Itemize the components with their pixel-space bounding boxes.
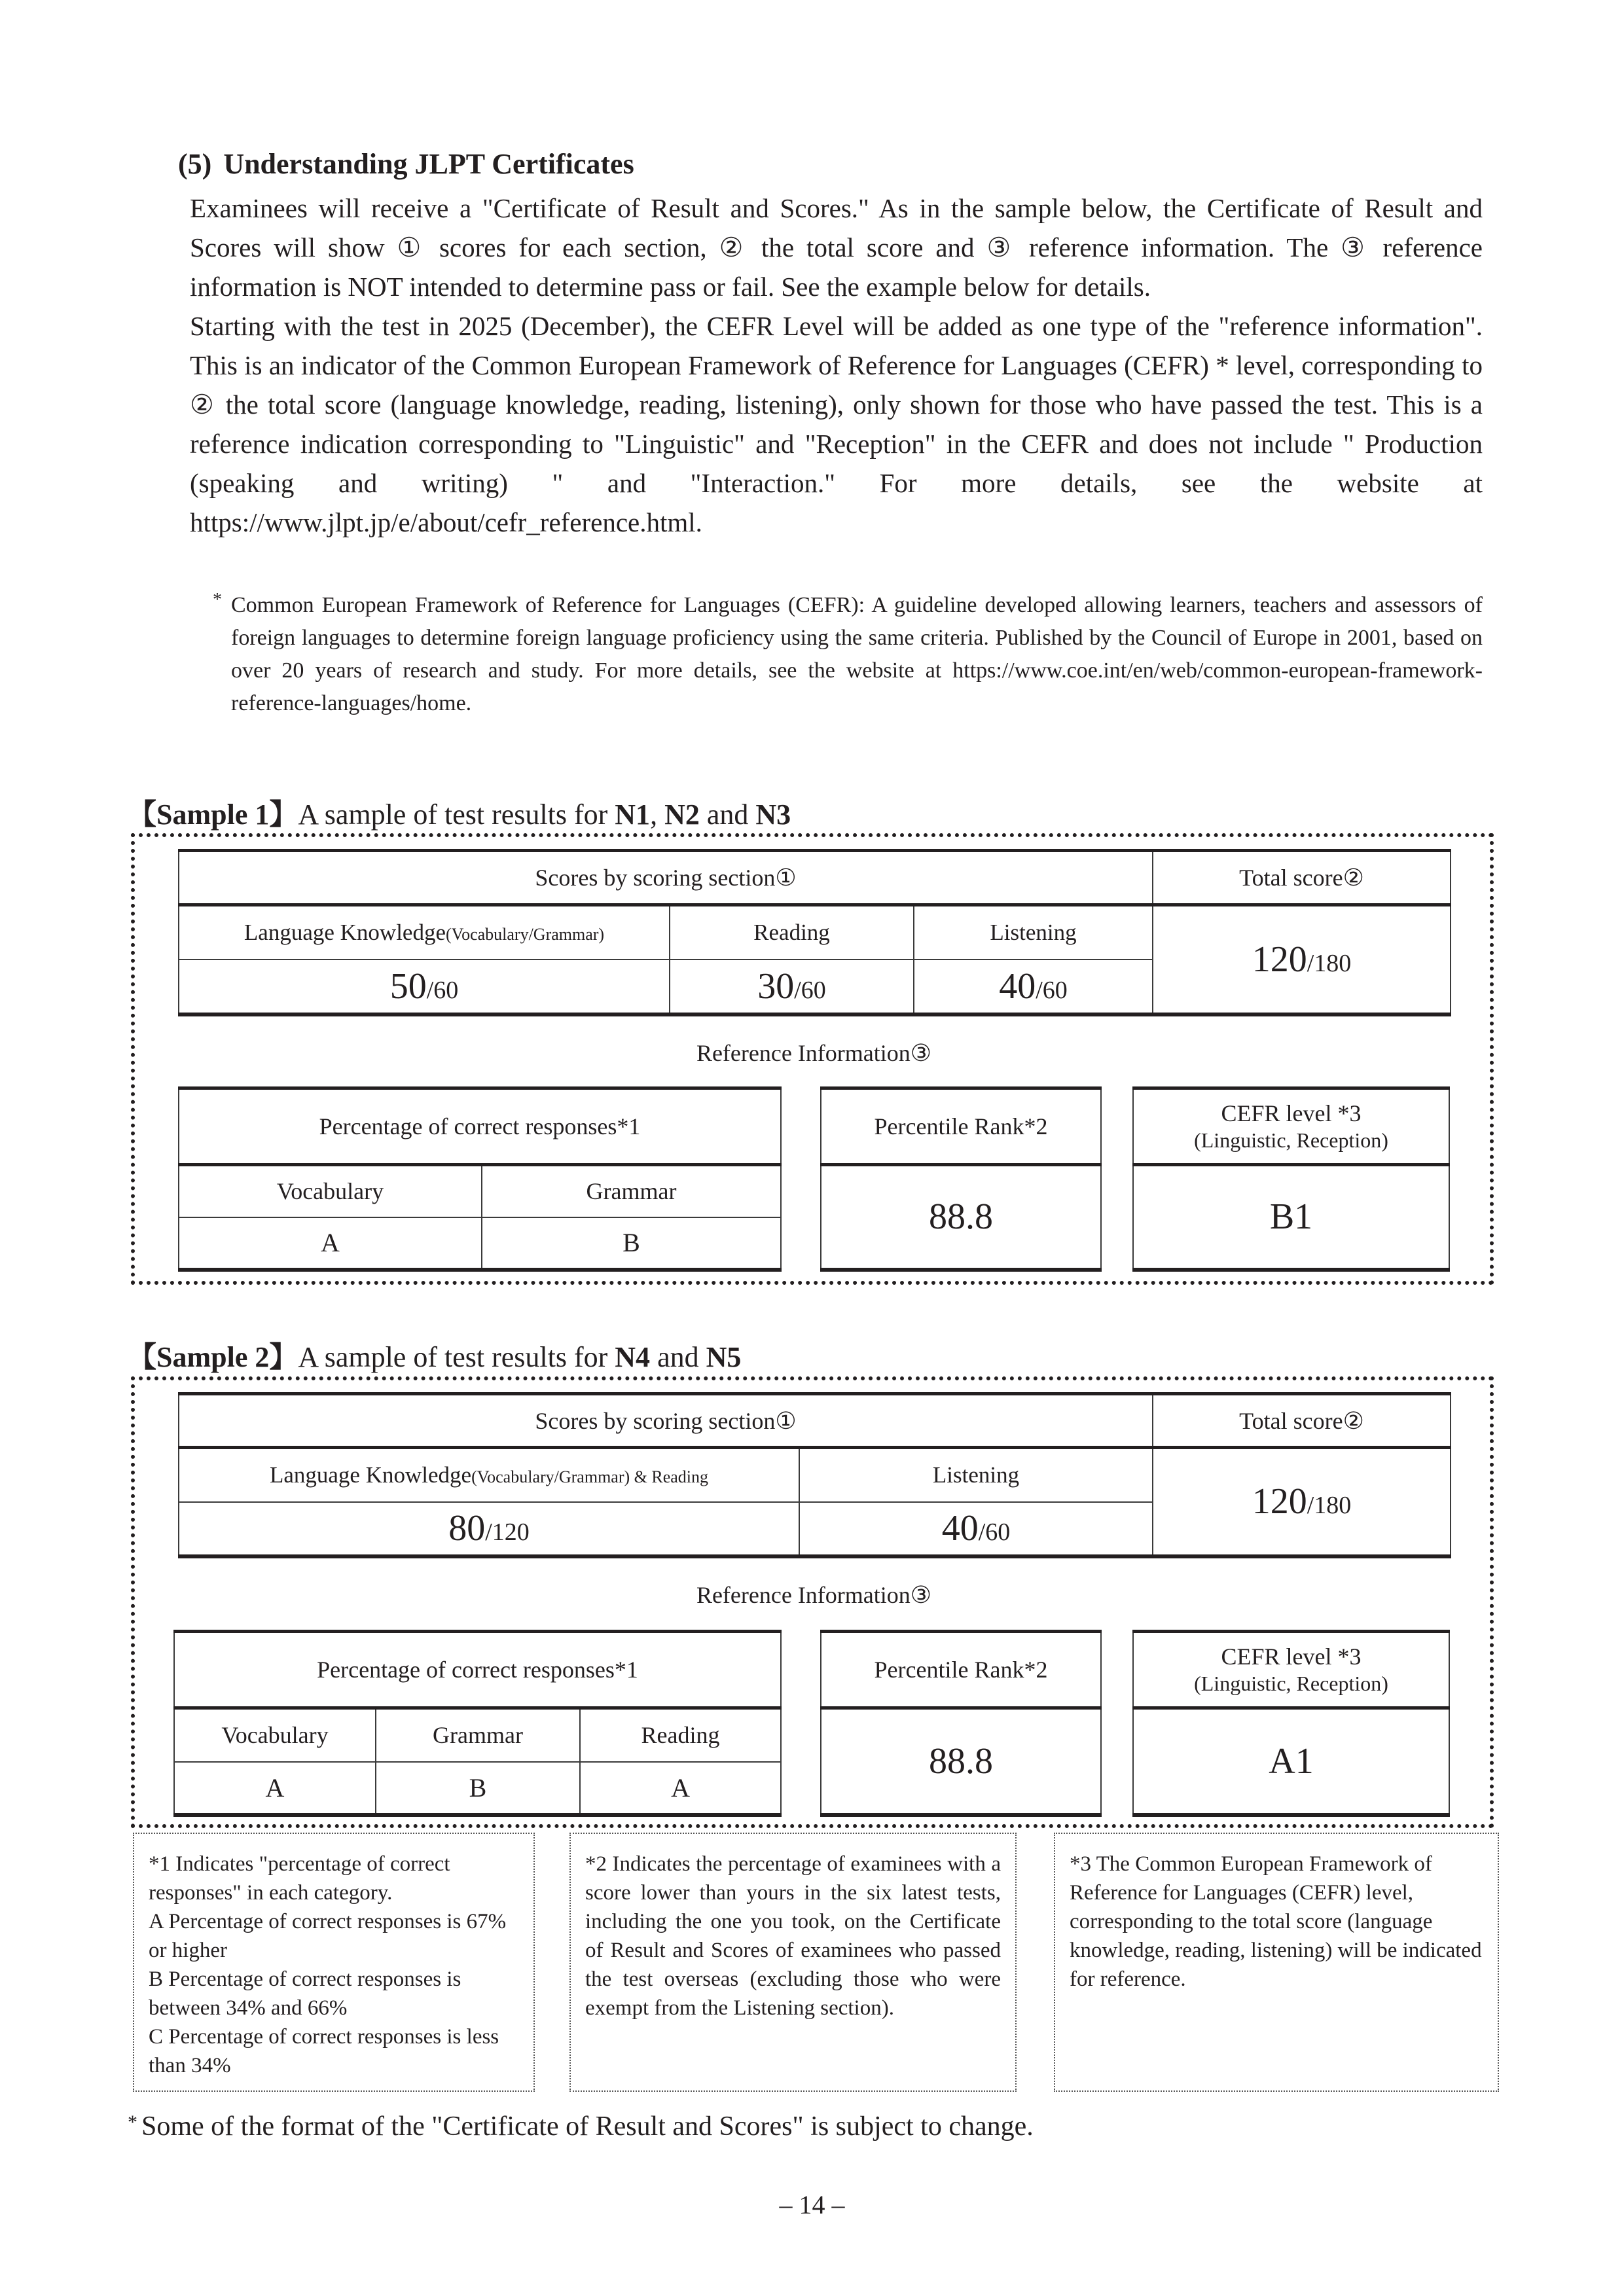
max-score: /120 [485,1518,530,1546]
percentile-rank-value: 88.8 [821,1165,1101,1270]
language-knowledge-reading-header [179,1448,799,1502]
percentile-rank-header: Percentile Rank*2 [821,1088,1101,1165]
language-knowledge-reading-score [179,1502,799,1556]
sample1-reference-label: Reference Information③ [696,1040,932,1066]
separator: and [699,798,756,831]
total-score-header: Total score② [1153,1394,1451,1448]
cefr-subtitle: (Linguistic, Reception) [1194,1671,1388,1695]
reading-header: Reading [580,1708,781,1762]
max-score: /180 [1307,1492,1352,1520]
score: 120 [1252,1481,1307,1522]
sample1-percentage-table [178,1086,782,1272]
percentage-correct-header: Percentage of correct responses*1 [179,1088,781,1165]
sample1-label: 【Sample 1】 [128,798,298,831]
listening-score [799,1502,1153,1556]
max-score: /60 [1036,976,1068,1004]
intro-paragraph-1: Examinees will receive a "Certificate of Result and Scores." As in the sample below, the Certificate of Result and Scores will show ① scores for each section, ② the total score and ③ reference information. The ③ reference information is NOT intended to determine pass or fail. See the example below for details. [190,193,1483,302]
reading-header: Reading [670,905,914,960]
section-name: Language Knowledge [269,1462,472,1488]
cefr-footnote-text: Common European Framework of Reference for Languages (CEFR): A guideline developed allowing learners, teachers and assessors of foreign languages to determine foreign language proficiency using the same criteria. Published by the Council of Europe in 2001, based on over 20 years of research and study. For more details, see the website at https://www.coe.int/en/web/common-european-framework-reference-languages/home. [231,593,1483,715]
vocabulary-header: Vocabulary [174,1708,376,1762]
max-score: /60 [978,1518,1011,1546]
note1-line: A Percentage of correct responses is 67% or higher [149,1910,507,1962]
section-heading [178,147,634,181]
listening-header: Listening [799,1448,1153,1502]
note-box-3 [1054,1833,1499,2092]
sample2-cefr-table [1132,1630,1450,1817]
max-score: /60 [426,976,459,1004]
scores-by-section-header: Scores by scoring section① [179,1394,1153,1448]
separator: , [650,798,665,831]
max-score: /180 [1307,949,1352,977]
cefr-title: CEFR level *3 [1221,1643,1362,1670]
section-name: Language Knowledge [244,919,446,945]
percentage-correct-header: Percentage of correct responses*1 [174,1632,781,1708]
section-title: Understanding JLPT Certificates [223,148,634,180]
percentile-rank-value: 88.8 [821,1708,1101,1815]
level-n5: N5 [706,1341,742,1373]
level-n1: N1 [615,798,651,831]
score: 40 [999,965,1036,1007]
sample1-title [128,791,791,833]
format-change-text: Some of the format of the "Certificate of Result and Scores" is subject to change. [141,2111,1034,2142]
grammar-grade: B [376,1762,580,1815]
section-number: (5) [178,148,212,180]
note1-line: *1 Indicates "percentage of correct responses" in each category. [149,1852,450,1905]
level-n3: N3 [755,798,791,831]
total-score-value [1153,1448,1451,1556]
note-box-1 [133,1833,535,2092]
grammar-header: Grammar [482,1165,781,1217]
max-score: /60 [794,976,826,1004]
score: 120 [1252,939,1307,980]
level-n4: N4 [615,1341,651,1373]
sample1-cefr-table [1132,1086,1450,1272]
sample1-score-table [178,849,1451,1016]
vocabulary-grade: A [179,1217,482,1270]
language-knowledge-score [179,960,670,1014]
scores-by-section-header: Scores by scoring section① [179,851,1153,905]
section-sub: (Vocabulary/Grammar) & Reading [471,1467,709,1486]
listening-header: Listening [914,905,1153,960]
cefr-level-value: A1 [1133,1708,1449,1815]
cefr-footnote [213,589,1483,720]
reading-grade: A [580,1762,781,1815]
level-n2: N2 [664,798,700,831]
score: 40 [941,1508,979,1549]
note1-line: B Percentage of correct responses is between 34% and 66% [149,1967,461,2020]
score: 50 [389,965,427,1007]
note2-text: *2 Indicates the percentage of examinees with a score lower than yours in the six latest tests, including the one you took, on the Certificate of Result and Scores of examinees who passed the test overseas (excluding those who were exempt from the Listening section). [585,1852,1001,2020]
grammar-grade: B [482,1217,781,1270]
cefr-level-value: B1 [1133,1165,1449,1270]
cefr-level-header [1133,1632,1449,1708]
cefr-title: CEFR level *3 [1221,1100,1362,1126]
format-change-note [128,2111,1034,2142]
sample1-title-text: A sample of test results for [298,798,615,831]
sample2-percentage-table [173,1630,782,1817]
intro-paragraph-2: Starting with the test in 2025 (December), the CEFR Level will be added as one type of the "reference information". This is an indicator of the Common European Framework of Reference for Languages (CEFR) * level, corresponding to ② the total score (language knowledge, reading, listening), only shown for those who have passed the test. This is a reference indication corresponding to "Linguistic" and "Reception" in the CEFR and does not include " Production (speaking and writing) " and "Interaction." For more details, see the website at https://www.jlpt.jp/e/about/cefr_reference.html. [190,311,1483,537]
cefr-subtitle: (Linguistic, Reception) [1194,1128,1388,1152]
section-sub: (Vocabulary/Grammar) [446,924,605,944]
language-knowledge-header [179,905,670,960]
total-score-value [1153,905,1451,1014]
grammar-header: Grammar [376,1708,580,1762]
separator: and [650,1341,706,1373]
sample2-percentile-table [820,1630,1102,1817]
vocabulary-header: Vocabulary [179,1165,482,1217]
cefr-level-header [1133,1088,1449,1165]
note-marker: * [128,2111,137,2133]
note1-line: C Percentage of correct responses is less than 34% [149,2025,499,2077]
total-score-header: Total score② [1153,851,1451,905]
intro-text [190,188,1483,542]
sample2-title [128,1333,741,1375]
percentile-rank-header: Percentile Rank*2 [821,1632,1101,1708]
vocabulary-grade: A [174,1762,376,1815]
sample2-reference-label: Reference Information③ [696,1582,932,1608]
footnote-marker: * [213,590,222,610]
sample2-score-table [178,1392,1451,1558]
sample2-title-text: A sample of test results for [298,1341,615,1373]
page-number: – 14 – [779,2190,845,2219]
score: 80 [448,1508,486,1549]
reading-score [670,960,914,1014]
sample1-percentile-table [820,1086,1102,1272]
note-box-2 [569,1833,1017,2092]
listening-score [914,960,1153,1014]
score: 30 [757,965,795,1007]
sample2-label: 【Sample 2】 [128,1341,298,1373]
note3-text: *3 The Common European Framework of Reference for Languages (CEFR) level, corresponding to the total score (language knowledge, reading, listening) will be indicated for reference. [1070,1852,1482,1991]
